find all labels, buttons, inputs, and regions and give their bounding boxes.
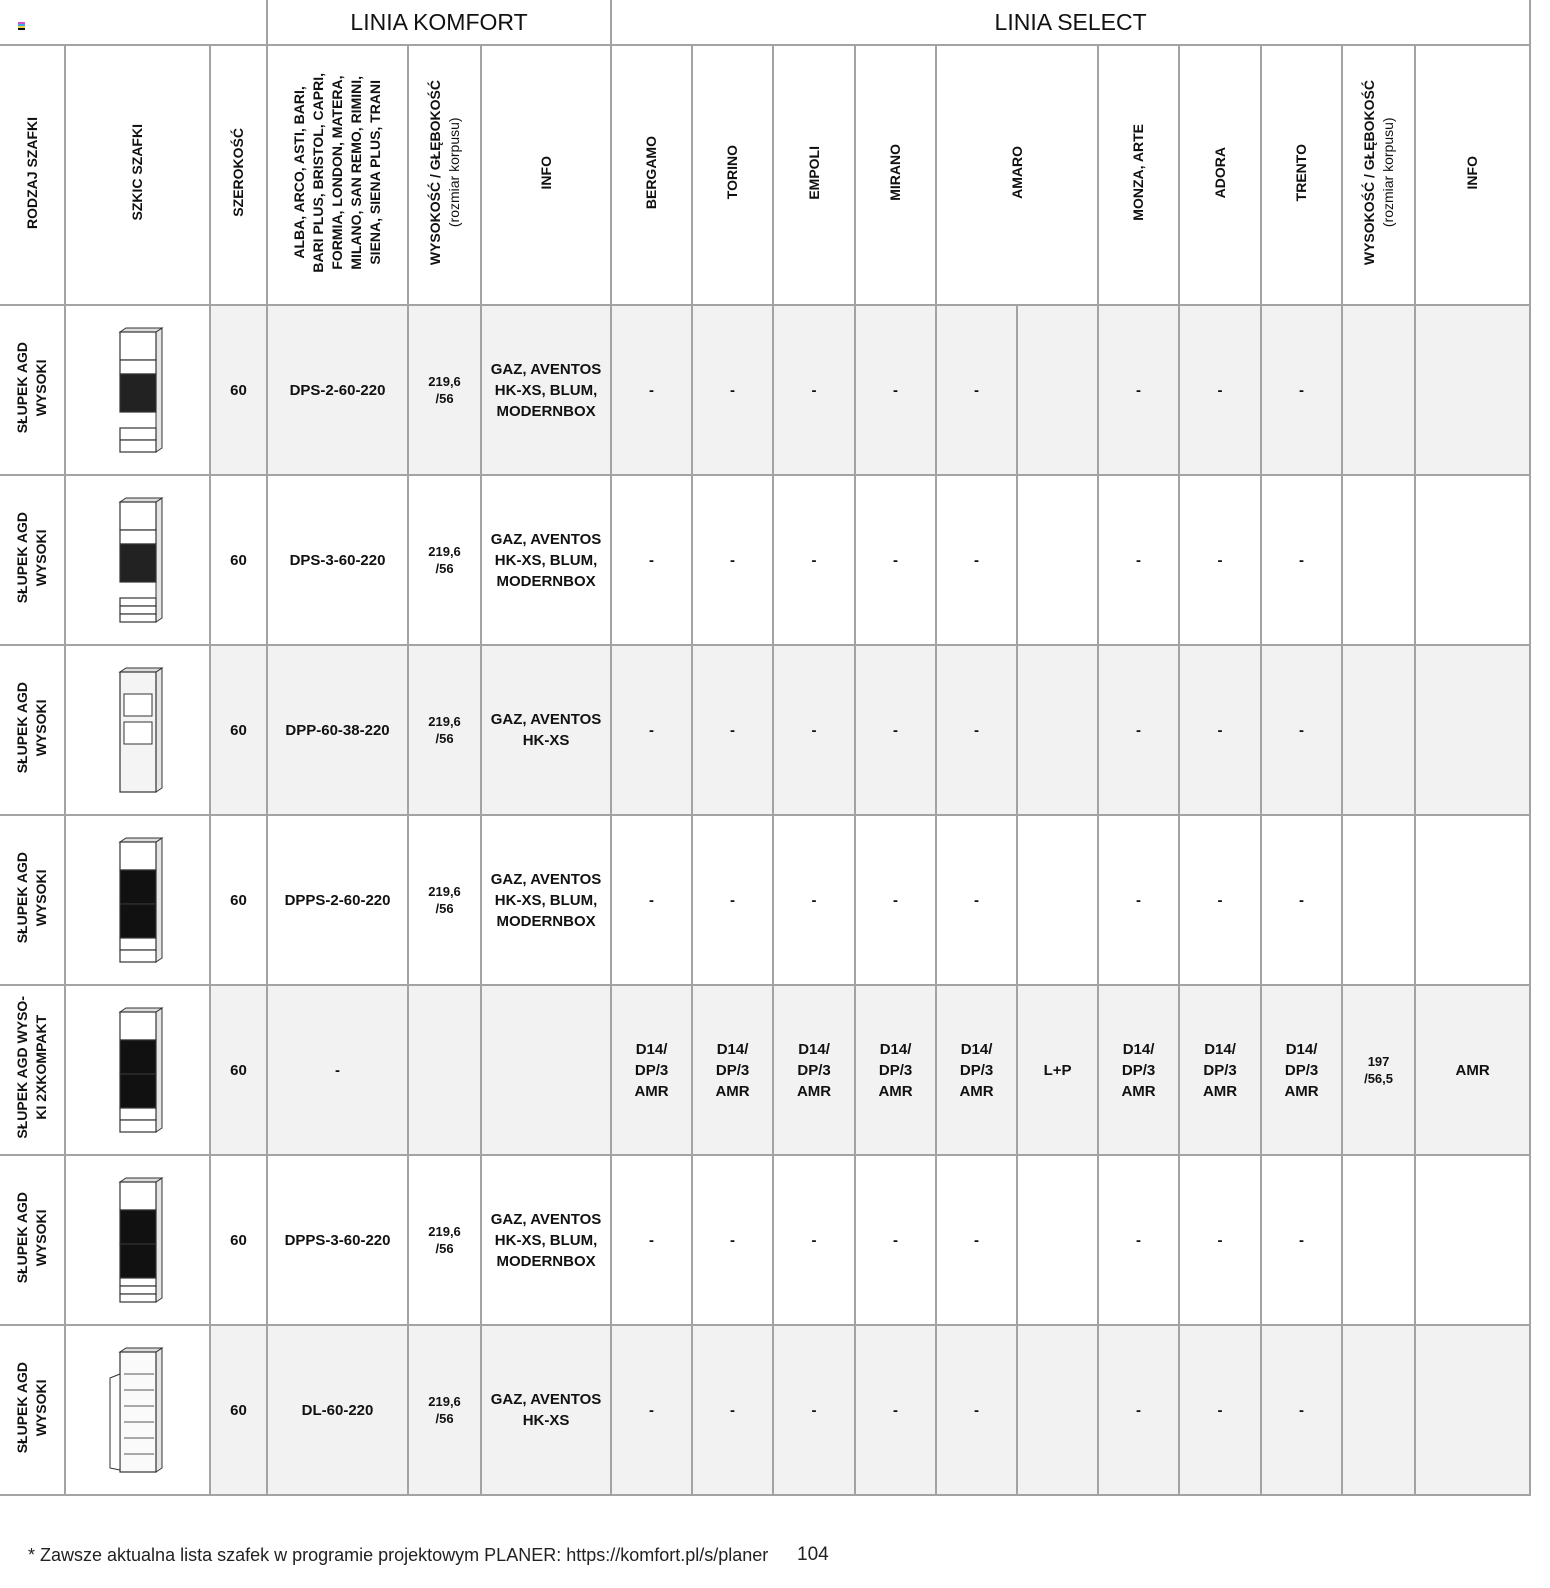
cell-empoli: - <box>773 305 855 475</box>
cell-select-size <box>1342 475 1415 645</box>
fridge-cabinet-icon <box>66 1344 209 1476</box>
header-select-size: WYSOKOŚĆ / GŁĘBOKOŚĆ (rozmiar korpusu) <box>1342 45 1415 305</box>
cell-komfort-info <box>481 985 611 1155</box>
cabinet-type-label: SŁUPEK AGD WYSOKI <box>14 851 49 944</box>
cell-bergamo: - <box>611 1155 692 1325</box>
cell-select-info <box>1415 305 1530 475</box>
oven-single-cabinet-icon <box>66 324 209 456</box>
cell-komfort-info: GAZ, AVENTOS HK-XS, BLUM, MODERNBOX <box>481 475 611 645</box>
cell-adora: - <box>1179 815 1261 985</box>
cell-select-info <box>1415 815 1530 985</box>
cell-mirano: D14/ DP/3 AMR <box>855 985 936 1155</box>
cell-select-info: AMR <box>1415 985 1530 1155</box>
cell-komfort-info: GAZ, AVENTOS HK-XS, BLUM, MODERNBOX <box>481 1155 611 1325</box>
cabinet-type <box>0 1155 65 1325</box>
cell-width: 60 <box>210 815 267 985</box>
cell-select-size <box>1342 1325 1415 1495</box>
cell-torino: - <box>692 1155 773 1325</box>
cell-komfort-size <box>408 985 481 1155</box>
header-adora: ADORA <box>1179 45 1261 305</box>
header-rodzaj: RODZAJ SZAFKI <box>0 45 65 305</box>
cell-komfort-code: DPPS-2-60-220 <box>267 815 408 985</box>
cell-mirano: - <box>855 1325 936 1495</box>
cabinet-sketch <box>65 475 210 645</box>
cell-trento: D14/ DP/3 AMR <box>1261 985 1342 1155</box>
table-body <box>0 305 1530 1495</box>
cell-monza: - <box>1098 1155 1179 1325</box>
cell-adora: - <box>1179 1155 1261 1325</box>
cell-width: 60 <box>210 1155 267 1325</box>
cell-adora: - <box>1179 1325 1261 1495</box>
cell-komfort-code: DL-60-220 <box>267 1325 408 1495</box>
cell-empoli: D14/ DP/3 AMR <box>773 985 855 1155</box>
cell-amaro-2 <box>1017 645 1098 815</box>
cell-torino: - <box>692 305 773 475</box>
cell-monza: - <box>1098 645 1179 815</box>
table-row <box>0 815 1530 985</box>
cabinet-type-label: SŁUPEK AGD WYSO- KI 2XKOMPAKT <box>14 996 49 1139</box>
cell-trento: - <box>1261 1155 1342 1325</box>
header-amaro: AMARO <box>936 45 1098 305</box>
cabinet-type <box>0 985 65 1155</box>
cell-monza: - <box>1098 1325 1179 1495</box>
cell-komfort-info: GAZ, AVENTOS HK-XS <box>481 645 611 815</box>
cell-amaro-2 <box>1017 815 1098 985</box>
cell-width: 60 <box>210 475 267 645</box>
cell-komfort-code: DPS-2-60-220 <box>267 305 408 475</box>
cell-mirano: - <box>855 305 936 475</box>
cell-trento: - <box>1261 475 1342 645</box>
cabinet-sketch <box>65 645 210 815</box>
header-szkic: SZKIC SZAFKI <box>65 45 210 305</box>
header-komfort-fronts: ALBA, ARCO, ASTI, BARI, BARI PLUS, BRISTOL, CAPRI, FORMIA, LONDON, MATERA, MILANO, SAN REMO, RIMINI, SIENA, SIENA PLUS, TRANI <box>267 45 408 305</box>
cabinet-type-label: SŁUPEK AGD WYSOKI <box>14 681 49 774</box>
cell-mirano: - <box>855 645 936 815</box>
cell-bergamo: - <box>611 815 692 985</box>
cell-width: 60 <box>210 985 267 1155</box>
cabinet-type <box>0 305 65 475</box>
double-compact-cabinet-icon <box>66 1004 209 1136</box>
cell-width: 60 <box>210 645 267 815</box>
color-bar-icon <box>18 22 25 30</box>
cabinet-type <box>0 475 65 645</box>
cell-amaro-1: - <box>936 475 1017 645</box>
cell-select-size: 197 /56,5 <box>1342 985 1415 1155</box>
cell-komfort-info: GAZ, AVENTOS HK-XS, BLUM, MODERNBOX <box>481 815 611 985</box>
table-row <box>0 1155 1530 1325</box>
cell-empoli: - <box>773 1325 855 1495</box>
cell-amaro-1: - <box>936 645 1017 815</box>
header-trento: TRENTO <box>1261 45 1342 305</box>
cell-monza: - <box>1098 305 1179 475</box>
cell-select-info <box>1415 1325 1530 1495</box>
cell-bergamo: - <box>611 305 692 475</box>
cell-torino: - <box>692 645 773 815</box>
header-bergamo: BERGAMO <box>611 45 692 305</box>
table-row <box>0 985 1530 1155</box>
cell-trento: - <box>1261 645 1342 815</box>
cell-torino: D14/ DP/3 AMR <box>692 985 773 1155</box>
cell-select-size <box>1342 1155 1415 1325</box>
cell-komfort-size: 219,6 /56 <box>408 1325 481 1495</box>
cell-trento: - <box>1261 305 1342 475</box>
header-komfort-size: WYSOKOŚĆ / GŁĘBOKOŚĆ (rozmiar korpusu) <box>408 45 481 305</box>
cell-torino: - <box>692 475 773 645</box>
footer-note: * Zawsze aktualna lista szafek w programie projektowym PLANER: https://komfort.pl/s/planer <box>28 1545 769 1565</box>
cell-komfort-size: 219,6 /56 <box>408 305 481 475</box>
table-row <box>0 305 1530 475</box>
double-oven-cabinet-icon <box>66 834 209 966</box>
cell-select-info <box>1415 1155 1530 1325</box>
cell-komfort-size: 219,6 /56 <box>408 1155 481 1325</box>
cell-adora: - <box>1179 645 1261 815</box>
cabinet-sketch <box>65 1155 210 1325</box>
cabinet-type-label: SŁUPEK AGD WYSOKI <box>14 511 49 604</box>
cell-amaro-1: - <box>936 1325 1017 1495</box>
cell-select-info <box>1415 475 1530 645</box>
cell-monza: - <box>1098 815 1179 985</box>
cabinet-sketch <box>65 815 210 985</box>
cell-trento: - <box>1261 1325 1342 1495</box>
cell-komfort-code: - <box>267 985 408 1155</box>
cell-torino: - <box>692 815 773 985</box>
cell-width: 60 <box>210 1325 267 1495</box>
cell-select-info <box>1415 645 1530 815</box>
header-torino: TORINO <box>692 45 773 305</box>
cell-amaro-2: L+P <box>1017 985 1098 1155</box>
cell-mirano: - <box>855 475 936 645</box>
cell-torino: - <box>692 1325 773 1495</box>
cell-amaro-2 <box>1017 1325 1098 1495</box>
oven-drawers-cabinet-icon <box>66 494 209 626</box>
group-linia-komfort: LINIA KOMFORT <box>267 0 611 45</box>
cell-komfort-code: DPS-3-60-220 <box>267 475 408 645</box>
header-komfort-info: INFO <box>481 45 611 305</box>
header-empoli: EMPOLI <box>773 45 855 305</box>
cell-empoli: - <box>773 645 855 815</box>
cell-bergamo: - <box>611 645 692 815</box>
cell-mirano: - <box>855 815 936 985</box>
cell-komfort-size: 219,6 /56 <box>408 475 481 645</box>
cell-width: 60 <box>210 305 267 475</box>
table-row <box>0 1325 1530 1495</box>
cabinet-sketch <box>65 1325 210 1495</box>
cell-amaro-1: - <box>936 815 1017 985</box>
cell-select-size <box>1342 305 1415 475</box>
cabinet-type <box>0 645 65 815</box>
cell-komfort-code: DPPS-3-60-220 <box>267 1155 408 1325</box>
cell-komfort-info: GAZ, AVENTOS HK-XS, BLUM, MODERNBOX <box>481 305 611 475</box>
cell-adora: - <box>1179 475 1261 645</box>
cell-komfort-code: DPP-60-38-220 <box>267 645 408 815</box>
cabinet-type-label: SŁUPEK AGD WYSOKI <box>14 341 49 434</box>
cabinet-type-label: SŁUPEK AGD WYSOKI <box>14 1191 49 1284</box>
cell-select-size <box>1342 645 1415 815</box>
cell-trento: - <box>1261 815 1342 985</box>
cell-empoli: - <box>773 475 855 645</box>
cell-komfort-size: 219,6 /56 <box>408 815 481 985</box>
header-szerokosc: SZEROKOŚĆ <box>210 45 267 305</box>
cell-komfort-info: GAZ, AVENTOS HK-XS <box>481 1325 611 1495</box>
cell-bergamo: - <box>611 1325 692 1495</box>
cell-adora: - <box>1179 305 1261 475</box>
cell-monza: D14/ DP/3 AMR <box>1098 985 1179 1155</box>
cabinet-sketch <box>65 985 210 1155</box>
cell-empoli: - <box>773 1155 855 1325</box>
cell-amaro-1: - <box>936 305 1017 475</box>
cell-amaro-2 <box>1017 1155 1098 1325</box>
cabinet-sketch <box>65 305 210 475</box>
group-linia-select: LINIA SELECT <box>611 0 1530 45</box>
page-number: 104 <box>797 1544 829 1565</box>
table-row <box>0 645 1530 815</box>
cell-mirano: - <box>855 1155 936 1325</box>
cell-amaro-2 <box>1017 475 1098 645</box>
cell-amaro-1: D14/ DP/3 AMR <box>936 985 1017 1155</box>
double-oven-drawers-cabinet-icon <box>66 1174 209 1306</box>
cell-amaro-1: - <box>936 1155 1017 1325</box>
cabinet-type <box>0 1325 65 1495</box>
cell-bergamo: - <box>611 475 692 645</box>
registration-mark <box>0 0 267 45</box>
cell-select-size <box>1342 815 1415 985</box>
cell-bergamo: D14/ DP/3 AMR <box>611 985 692 1155</box>
header-select-info: INFO <box>1415 45 1530 305</box>
cell-komfort-size: 219,6 /56 <box>408 645 481 815</box>
header-mirano: MIRANO <box>855 45 936 305</box>
cell-adora: D14/ DP/3 AMR <box>1179 985 1261 1155</box>
cell-amaro-2 <box>1017 305 1098 475</box>
cell-monza: - <box>1098 475 1179 645</box>
cell-empoli: - <box>773 815 855 985</box>
cabinet-type <box>0 815 65 985</box>
table-row <box>0 475 1530 645</box>
oven-open-cabinet-icon <box>66 664 209 796</box>
header-monza: MONZA, ARTE <box>1098 45 1179 305</box>
cabinet-type-label: SŁUPEK AGD WYSOKI <box>14 1361 49 1454</box>
